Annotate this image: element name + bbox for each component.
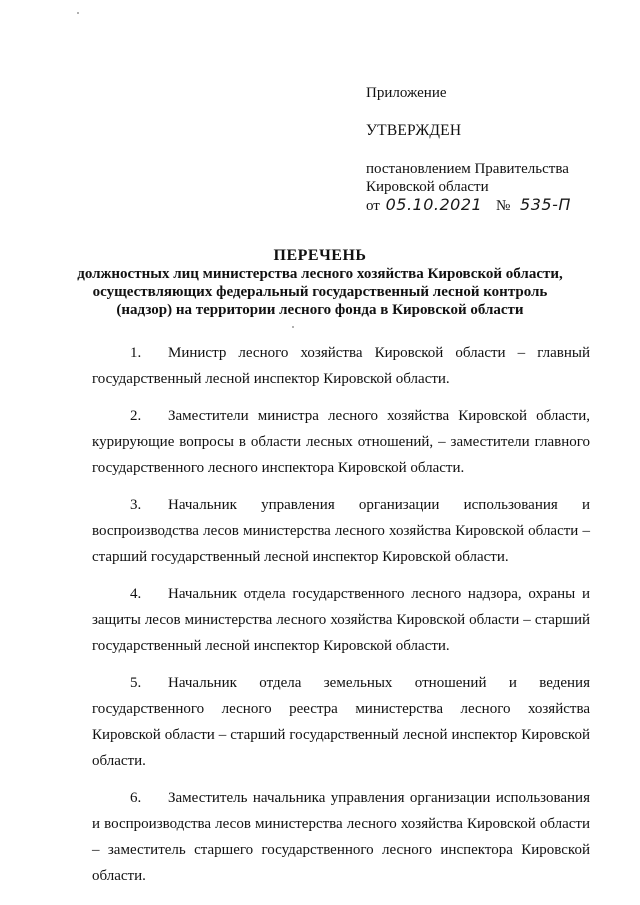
item-text: Начальник отдела государственного лесного надзора, охраны и защиты лесов министерства лесного хозяйства Кировской области – старший государственный лесной инспектор Кировской области.	[92, 586, 590, 654]
decree-date: 05.10.2021	[385, 195, 483, 214]
date-prefix: от	[366, 198, 380, 214]
approved-label: УТВЕРЖДЕН	[366, 122, 462, 139]
item-text: Начальник управления организации использования и воспроизводства лесов министерства лесного хозяйства Кировской области – старший государственный лесной инспектор Кировской области.	[92, 497, 590, 565]
decree-line-1: постановлением Правительства	[366, 161, 569, 177]
title-heading: ПЕРЕЧЕНЬ	[273, 247, 367, 264]
decree-date-number	[366, 196, 616, 215]
officials-list	[92, 340, 590, 900]
appendix-label: Приложение	[366, 85, 447, 101]
decree-number: 535-П	[520, 195, 571, 214]
number-sign: №	[495, 198, 511, 214]
scan-speck	[292, 326, 294, 328]
list-item	[92, 403, 590, 481]
item-text: Заместители министра лесного хозяйства Кировской области, курирующие вопросы в области лесных отношений, – заместители главного государственного лесного инспектора Кировской области.	[92, 408, 590, 476]
decree-line-2: Кировской области	[366, 179, 489, 195]
item-number: 4.	[130, 586, 142, 602]
list-item	[92, 492, 590, 570]
item-text: Министр лесного хозяйства Кировской области – главный государственный лесной инспектор Кировской области.	[92, 345, 590, 387]
document-title	[40, 247, 600, 319]
list-item	[92, 340, 590, 392]
item-number: 2.	[130, 408, 142, 424]
list-item	[92, 581, 590, 659]
item-number: 5.	[130, 675, 142, 691]
list-item	[92, 785, 590, 889]
scan-speck	[77, 12, 79, 14]
item-text: Начальник отдела земельных отношений и ведения государственного лесного реестра министерства лесного хозяйства Кировской области – старший государственный лесной инспектор Кировской области.	[92, 675, 590, 769]
list-item	[92, 670, 590, 774]
item-number: 1.	[130, 345, 142, 361]
approval-block	[366, 84, 616, 215]
title-line-1: должностных лиц министерства лесного хозяйства Кировской области,	[77, 266, 563, 282]
item-number: 6.	[130, 790, 142, 806]
item-text: Заместитель начальника управления организации использования и воспроизводства лесов министерства лесного хозяйства Кировской области – заместитель старшего государственного лесного инспектора Кировской области.	[92, 790, 590, 884]
item-number: 3.	[130, 497, 142, 513]
title-line-2: осуществляющих федеральный государственный лесной контроль	[92, 284, 548, 300]
title-line-3: (надзор) на территории лесного фонда в Кировской области	[116, 302, 524, 318]
